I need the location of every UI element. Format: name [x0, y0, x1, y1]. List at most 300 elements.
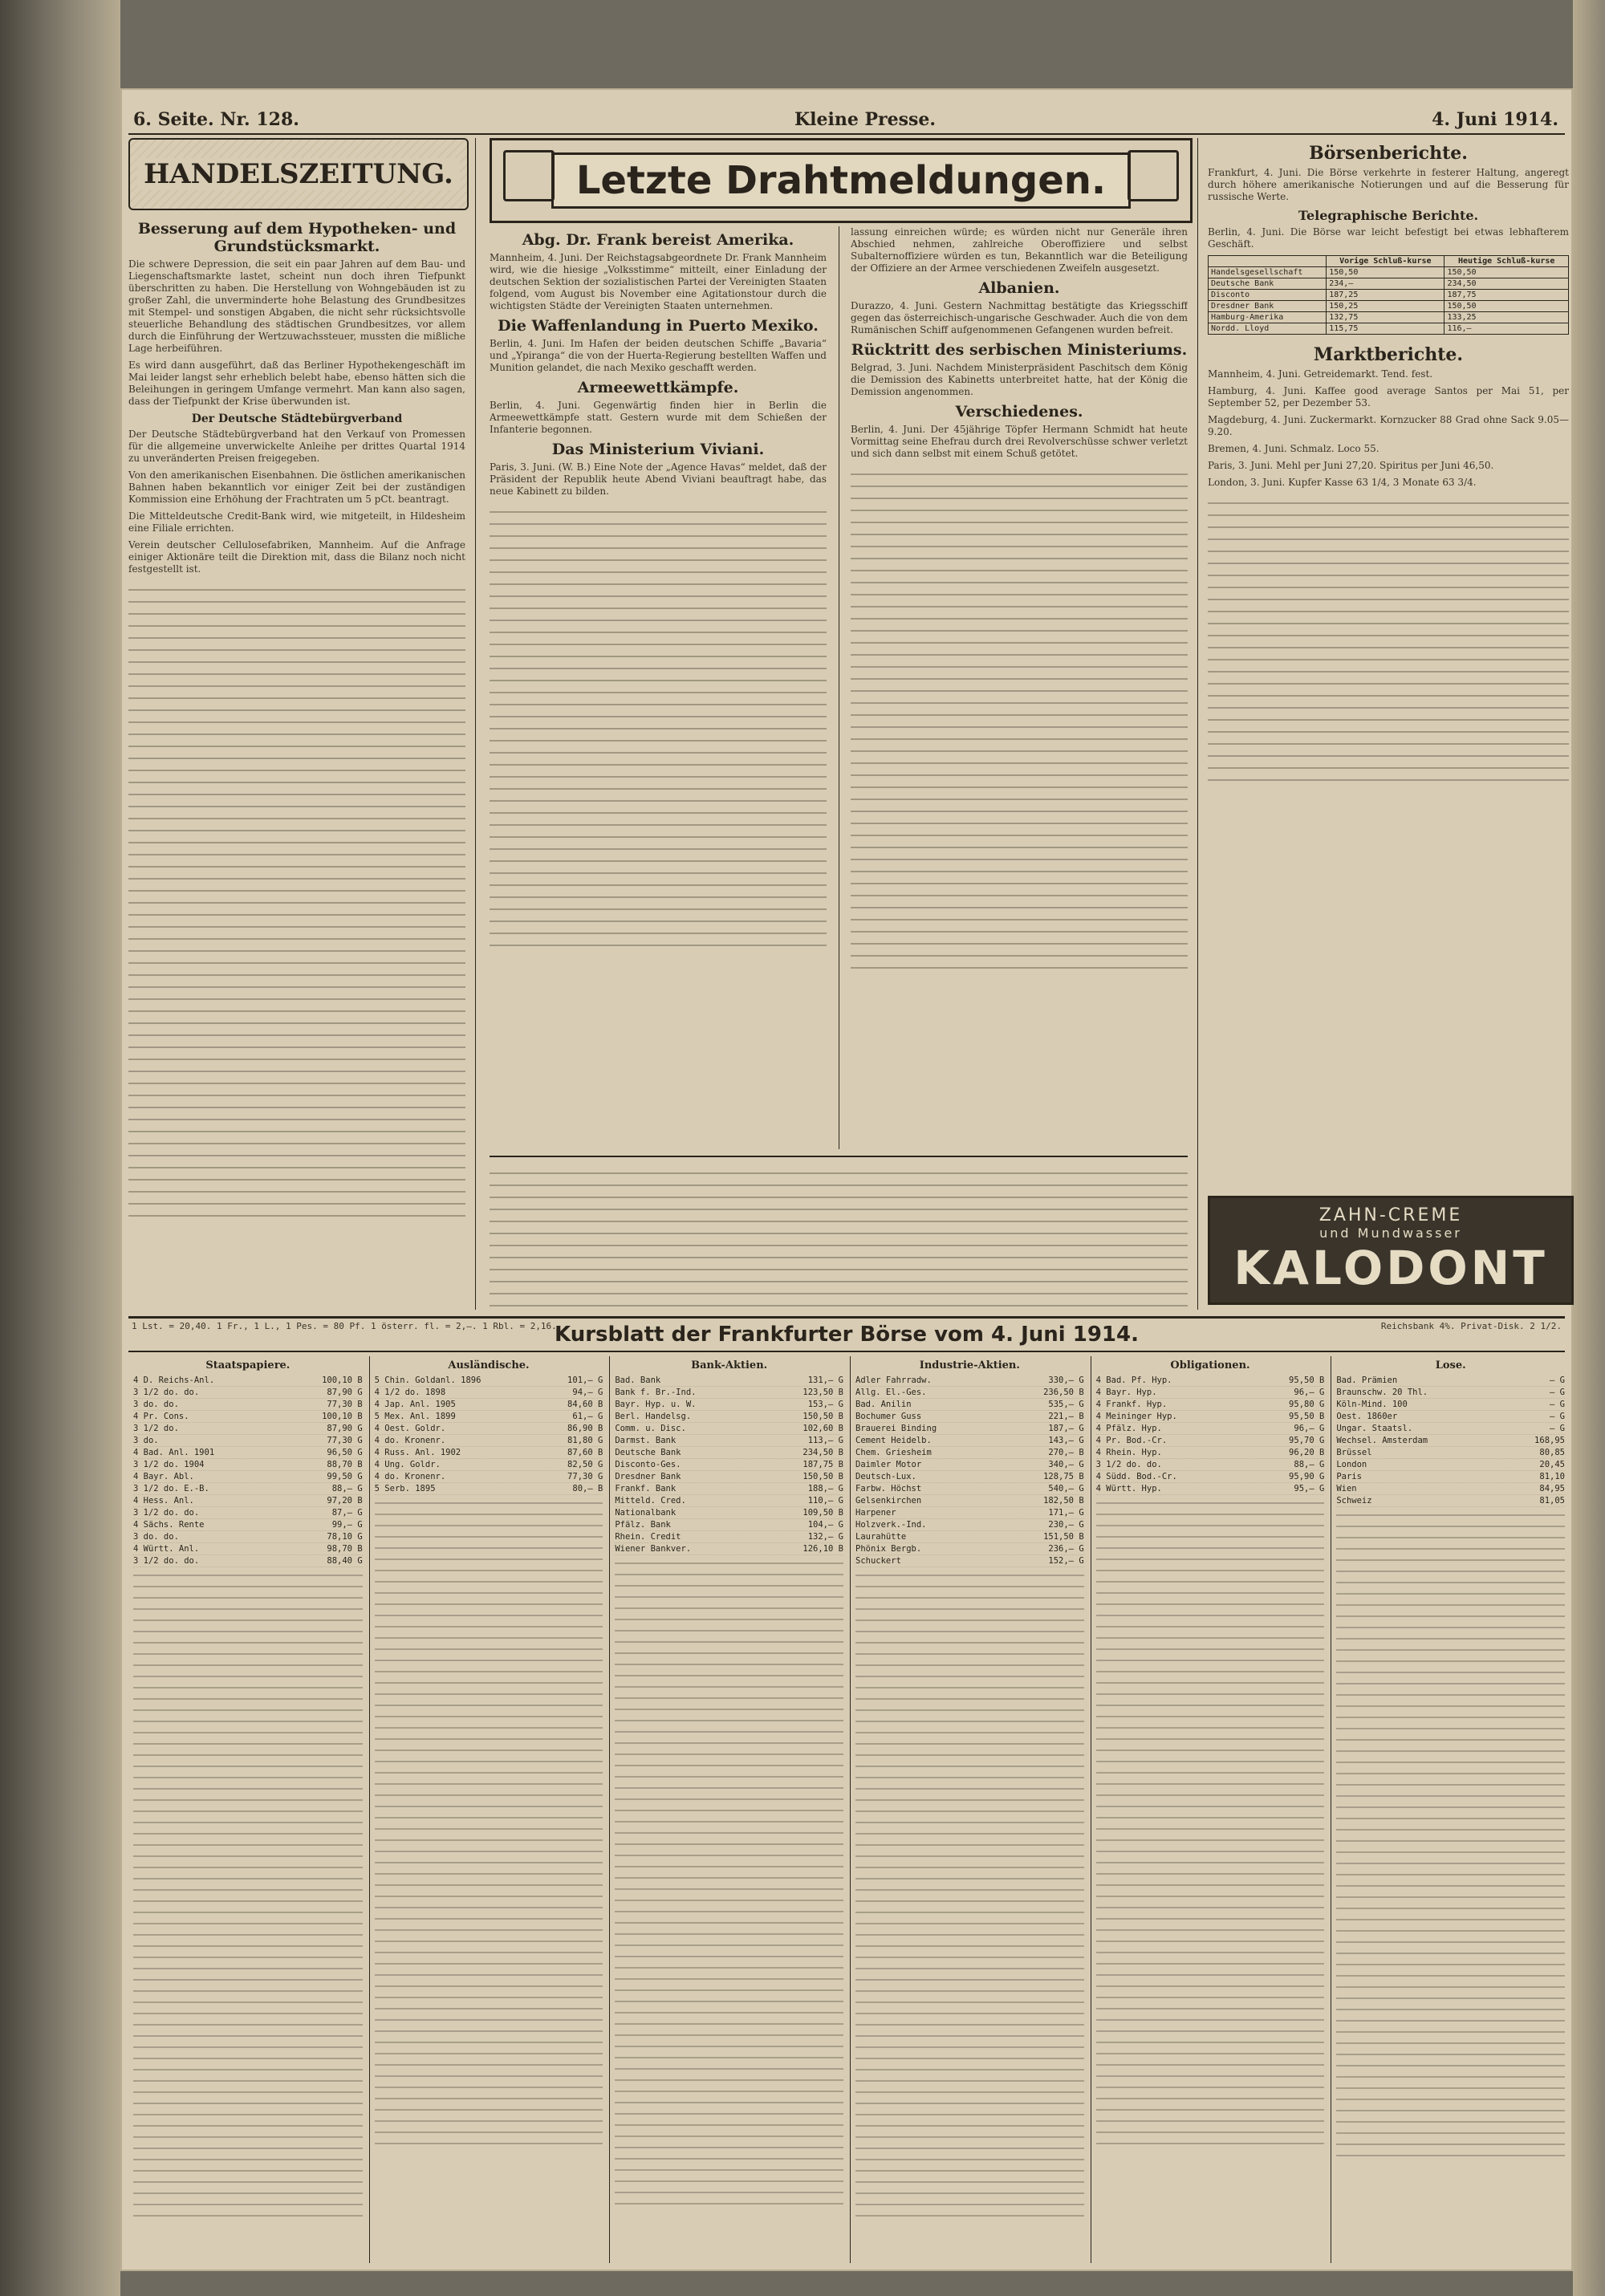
security-price: 86,90 B [567, 1424, 603, 1433]
quote-row [133, 1531, 363, 1543]
security-name: 3 do. [133, 1436, 159, 1445]
security-price: 171,— G [1048, 1508, 1084, 1518]
ornament-left-icon [503, 150, 555, 201]
quote-column-heading: Ausländische. [448, 1359, 530, 1372]
quote-row [615, 1411, 843, 1423]
table-cell: 116,— [1444, 323, 1569, 335]
security-name: 3 1/2 do. [133, 1424, 179, 1433]
quote-row [615, 1447, 843, 1459]
quote-row [133, 1447, 363, 1459]
quote-continuation [375, 1495, 603, 2153]
quote-row [1096, 1399, 1325, 1411]
security-price: 110,— G [807, 1496, 843, 1506]
security-price: 150,50 B [802, 1412, 843, 1421]
quote-row [133, 1435, 363, 1447]
section-rule [490, 1156, 1188, 1157]
security-price: 113,— G [807, 1436, 843, 1445]
ad-subtagline: und Mundwasser [1319, 1225, 1462, 1241]
security-price: 81,80 G [567, 1436, 603, 1445]
quote-column-heading: Bank-Aktien. [691, 1359, 768, 1372]
boerse-paragraph-1: Frankfurt, 4. Juni. Die Börse verkehrte in festerer Haltung, angeregt durch höhere amerikanische Notierungen und auf die Besserung für russische Werte. [1208, 167, 1569, 202]
news-continuation [490, 502, 827, 952]
security-name: Disconto-Ges. [615, 1460, 681, 1469]
note-3: Die Mitteldeutsche Credit-Bank wird, wie mitgeteilt, in Hildesheim eine Filiale errichten. [128, 510, 465, 534]
security-price: 182,50 B [1043, 1496, 1084, 1506]
quote-row [615, 1399, 843, 1411]
quote-row [375, 1411, 603, 1423]
quote-row [615, 1435, 843, 1447]
article-paragraph-1: Die schwere Depression, die seit ein paar Jahren auf dem Bau- und Liegenschaftsmarkte lastet, scheint nun doch ihren Tiefpunkt überschritten zu haben. Die Herstellung von Wohngebäuden ist zu großer Zahl, die unverminderte hohe Belastung des Grundbesitzes mit Stempel- und sonstigen Abgaben, die nicht sehr rücksichtsvolle steuerliche Behandlung des städtischen Grundbesitzes, vor allem durch die Einführung der Wertzuwachssteuer, mussten die mißliche Lage herbeiführen. [128, 258, 465, 354]
quote-row [1336, 1423, 1565, 1435]
quote-continuation [855, 1567, 1084, 2225]
security-name: 4 Pr. Bod.-Cr. [1095, 1436, 1168, 1445]
security-price: 88,70 B [327, 1460, 363, 1469]
quote-column-heading: Staatspapiere. [205, 1359, 291, 1372]
markt-paragraph-4: Bremen, 4. Juni. Schmalz. Loco 55. [1208, 443, 1379, 454]
quote-row [1336, 1459, 1565, 1471]
kursblatt-title: Kursblatt der Frankfurter Börse vom 4. Juni 1914. [128, 1316, 1565, 1352]
table-cell: Nordd. Lloyd [1209, 323, 1327, 335]
security-name: Farbw. Höchst [855, 1484, 922, 1493]
news-headline-7: Rücktritt des serbischen Ministeriums. [851, 341, 1188, 359]
security-price: 221,— B [1048, 1412, 1084, 1421]
security-price: 330,— G [1048, 1376, 1084, 1385]
security-price: 340,— G [1048, 1460, 1084, 1469]
security-price: 95,50 B [1289, 1376, 1325, 1385]
quote-row [615, 1423, 843, 1435]
security-price: 151,50 B [1043, 1532, 1084, 1542]
quote-continuation [1096, 1495, 1325, 2153]
security-name: Bank f. Br.-Ind. [615, 1388, 697, 1397]
security-price: 95,80 G [1289, 1400, 1325, 1409]
security-name: 3 1/2 do. do. [133, 1388, 200, 1397]
security-price: 102,60 B [802, 1424, 843, 1433]
quote-row [1336, 1399, 1565, 1411]
news-headline-4: Das Ministerium Viviani. [551, 441, 765, 458]
notes-headline: Der Deutsche Städtebürgverband [191, 412, 403, 425]
quote-row [855, 1375, 1084, 1387]
markt-paragraph-3: Magdeburg, 4. Juni. Zuckermarkt. Kornzucker 88 Grad ohne Sack 9.05—9.20. [1208, 414, 1569, 437]
security-price: 81,10 [1539, 1472, 1565, 1481]
markt-paragraph-6: London, 3. Juni. Kupfer Kasse 63 1/4, 3 Monate 63 3/4. [1208, 477, 1477, 488]
security-name: 5 Chin. Goldanl. 1896 [374, 1376, 482, 1385]
security-name: Darmst. Bank [615, 1436, 677, 1445]
security-name: Deutsche Bank [615, 1448, 681, 1457]
quote-row [375, 1447, 603, 1459]
security-name: 4 Württ. Hyp. [1095, 1484, 1162, 1493]
quote-column [609, 1356, 843, 2263]
security-price: 188,— G [807, 1484, 843, 1493]
table-cell: 150,50 [1444, 301, 1569, 312]
security-price: 88,— G [1294, 1460, 1325, 1469]
quote-row [855, 1519, 1084, 1531]
security-name: 4 Bayr. Hyp. [1095, 1388, 1157, 1397]
table-header [1209, 256, 1327, 267]
security-price: 81,05 [1539, 1496, 1565, 1506]
quote-row [855, 1495, 1084, 1507]
markt-paragraph-2: Hamburg, 4. Juni. Kaffee good average Santos per Mai 51, per September 52, per Dezember 53. [1208, 385, 1569, 408]
security-name: 4 Bayr. Abl. [133, 1472, 194, 1481]
security-price: 236,— G [1048, 1544, 1084, 1554]
security-price: 270,— B [1048, 1448, 1084, 1457]
table-cell: 187,75 [1444, 290, 1569, 301]
news-text-6: Durazzo, 4. Juni. Gestern Nachmittag bestätigte das Kriegsschiff gegen das österreichisch-ungarische Geschwader. Auch die von dem Rumänischen Schiff aufgenommenen Gefangenen wurden befreit. [851, 300, 1188, 335]
boersenberichte-column [1208, 138, 1569, 1189]
quote-row [133, 1507, 363, 1519]
security-name: Daimler Motor [855, 1460, 922, 1469]
table-row [1209, 301, 1569, 312]
quote-row [855, 1555, 1084, 1567]
security-name: Bayr. Hyp. u. W. [615, 1400, 697, 1409]
security-price: 234,50 B [802, 1448, 843, 1457]
note-1: Der Deutsche Städtebürgverband hat den Verkauf von Promessen für die allgemeine unverwickelte Anleihe per drittes Quartal 1914 zu unveränderten Preisen freigegeben. [128, 429, 465, 464]
security-name: Allg. El.-Ges. [855, 1388, 927, 1397]
markt-continuation [1208, 494, 1569, 782]
quote-row [855, 1411, 1084, 1423]
kalodont-advertisement [1208, 1196, 1574, 1305]
security-price: 80,— B [572, 1484, 603, 1493]
news-text-4: Paris, 3. Juni. (W. B.) Eine Note der „Agence Havas“ meldet, daß der Präsident der Republik heute Abend Viviani beauftragt habe, das neue Kabinett zu bilden. [490, 461, 827, 497]
security-price: 95,50 B [1289, 1412, 1325, 1421]
stock-table [1208, 255, 1569, 335]
table-cell: 150,50 [1444, 267, 1569, 278]
quote-row [375, 1423, 603, 1435]
security-name: Bad. Prämien [1336, 1376, 1398, 1385]
security-price: 95,90 G [1289, 1472, 1325, 1481]
quote-row [1336, 1435, 1565, 1447]
news-text-7: Belgrad, 3. Juni. Nachdem Ministerpräsident Paschitsch dem König die Demission des Kabinetts unterbreitet hatte, hat der König die Demission angenommen. [851, 362, 1188, 397]
quote-row [133, 1555, 363, 1567]
security-price: 78,10 G [327, 1532, 363, 1542]
quote-row [615, 1531, 843, 1543]
markt-paragraph-1: Mannheim, 4. Juni. Getreidemarkt. Tend. fest. [1208, 368, 1433, 380]
quote-row [375, 1387, 603, 1399]
security-price: 77,30 B [327, 1400, 363, 1409]
quote-row [855, 1543, 1084, 1555]
quote-column-heading: Obligationen. [1170, 1359, 1250, 1372]
quote-row [133, 1495, 363, 1507]
quote-row [615, 1519, 843, 1531]
security-price: 80,85 [1539, 1448, 1565, 1457]
paper-name: Kleine Presse. [794, 109, 937, 130]
security-price: 95,70 G [1289, 1436, 1325, 1445]
security-price: 77,30 G [327, 1436, 363, 1445]
table-cell: Hamburg-Amerika [1209, 312, 1327, 323]
quote-row [133, 1471, 363, 1483]
handelszeitung-header [128, 138, 469, 210]
security-name: Dresdner Bank [615, 1472, 681, 1481]
table-row [1209, 312, 1569, 323]
security-name: Schuckert [855, 1556, 901, 1566]
quote-row [1096, 1483, 1325, 1495]
security-price: 100,10 B [322, 1412, 363, 1421]
table-row [1209, 290, 1569, 301]
security-price: 84,60 B [567, 1400, 603, 1409]
quote-row [615, 1459, 843, 1471]
table-cell: Deutsche Bank [1209, 278, 1327, 290]
news-text-8: Berlin, 4. Juni. Der 45jährige Töpfer Hermann Schmidt hat heute Vormittag seine Ehefrau durch drei Revolverschüsse schwer verletzt und sich dann selbst mit einem Schuß getötet. [851, 424, 1188, 459]
security-price: 88,40 G [327, 1556, 363, 1566]
security-name: 4 Frankf. Hyp. [1095, 1400, 1168, 1409]
quote-row [1096, 1411, 1325, 1423]
security-price: 96,— G [1294, 1388, 1325, 1397]
quote-row [133, 1399, 363, 1411]
table-header: Vorige Schluß-kurse [1327, 256, 1444, 267]
security-name: 4 Rhein. Hyp. [1095, 1448, 1162, 1457]
quote-row [133, 1459, 363, 1471]
quote-row [855, 1387, 1084, 1399]
security-name: Wien [1336, 1484, 1357, 1493]
quote-row [855, 1507, 1084, 1519]
news-headline-8: Verschiedenes. [955, 403, 1083, 421]
quote-row [855, 1531, 1084, 1543]
security-price: 168,95 [1534, 1436, 1565, 1445]
security-price: 96,20 B [1289, 1448, 1325, 1457]
table-row [1209, 278, 1569, 290]
article-headline: Besserung auf dem Hypotheken- und Grundstücksmarkt. [137, 220, 457, 255]
drahtmeldungen-header [490, 138, 1193, 223]
quote-row [615, 1543, 843, 1555]
quote-column [369, 1356, 603, 2263]
quote-row [133, 1411, 363, 1423]
table-cell: 187,25 [1327, 290, 1444, 301]
security-price: 94,— G [572, 1388, 603, 1397]
security-name: 4 Pfälz. Hyp. [1095, 1424, 1162, 1433]
security-price: 150,50 B [802, 1472, 843, 1481]
security-price: 95,— G [1294, 1484, 1325, 1493]
quote-row [1096, 1387, 1325, 1399]
security-name: Harpener [855, 1508, 896, 1518]
security-price: 187,— G [1048, 1424, 1084, 1433]
security-price: 96,— G [1294, 1424, 1325, 1433]
security-price: 20,45 [1539, 1460, 1565, 1469]
security-name: Frankf. Bank [615, 1484, 677, 1493]
security-price: 97,20 B [327, 1496, 363, 1506]
security-name: 3 1/2 do. 1904 [133, 1460, 205, 1469]
quote-row [615, 1483, 843, 1495]
security-name: 3 1/2 do. do. [1095, 1460, 1162, 1469]
security-price: 109,50 B [802, 1508, 843, 1518]
quote-row [133, 1543, 363, 1555]
security-name: Berl. Handelsg. [615, 1412, 692, 1421]
table-cell: 133,25 [1444, 312, 1569, 323]
quote-row [1096, 1471, 1325, 1483]
security-price: — G [1550, 1424, 1565, 1433]
security-price: — G [1550, 1376, 1565, 1385]
quote-row [855, 1399, 1084, 1411]
kursblatt-exchange-rates: 1 Lst. = 20,40. 1 Fr., 1 L., 1 Pes. = 80 Pf. 1 österr. fl. = 2,—. 1 Rbl. = 2,16. [132, 1321, 557, 1331]
security-name: 4 do. Kronenr. [374, 1436, 446, 1445]
quote-row [615, 1495, 843, 1507]
security-name: Schweiz [1336, 1496, 1372, 1506]
security-price: 101,— G [567, 1376, 603, 1385]
news-text-5: lassung einreichen würde; es würden nicht nur Generäle ihren Abschied nehmen, zahlreiche Oberoffiziere und selbst Subalternoffiziere würden es tun, Bekanntlich war die Beteiligung der Offiziere an der Armee verschiedenen Zweifeln ausgesetzt. [851, 226, 1188, 274]
quote-row [133, 1483, 363, 1495]
quote-row [615, 1375, 843, 1387]
quote-row [375, 1435, 603, 1447]
quote-row [133, 1519, 363, 1531]
security-price: 88,— G [331, 1484, 363, 1493]
binding-gutter [0, 0, 120, 2296]
table-cell: 150,50 [1327, 267, 1444, 278]
security-price: 82,50 G [567, 1460, 603, 1469]
quote-row [1096, 1423, 1325, 1435]
table-header: Heutige Schluß-kurse [1444, 256, 1569, 267]
quote-continuation [133, 1567, 363, 2225]
security-price: 87,— G [331, 1508, 363, 1518]
security-price: 61,— G [572, 1412, 603, 1421]
quote-column-heading: Lose. [1435, 1359, 1466, 1372]
security-name: Wechsel. Amsterdam [1336, 1436, 1428, 1445]
quote-row [855, 1435, 1084, 1447]
security-price: 132,— G [807, 1532, 843, 1542]
security-price: 123,50 B [802, 1388, 843, 1397]
quote-row [1336, 1387, 1565, 1399]
security-name: 4 do. Kronenr. [374, 1472, 446, 1481]
security-price: 126,10 B [802, 1544, 843, 1554]
security-price: 98,70 B [327, 1544, 363, 1554]
note-4: Verein deutscher Cellulosefabriken, Mannheim. Auf die Anfrage einiger Aktionäre teilt die Direktion mit, dass die Bilanz noch nicht festgestellt ist. [128, 539, 465, 575]
security-price: 153,— G [807, 1400, 843, 1409]
table-cell: Disconto [1209, 290, 1327, 301]
page-number: 6. Seite. Nr. 128. [133, 109, 299, 130]
security-price: 104,— G [807, 1520, 843, 1530]
security-name: Holzverk.-Ind. [855, 1520, 927, 1530]
security-price: 99,50 G [327, 1472, 363, 1481]
quote-row [1096, 1375, 1325, 1387]
security-name: 3 1/2 do. do. [133, 1556, 200, 1566]
quote-column-heading: Industrie-Aktien. [919, 1359, 1020, 1372]
security-name: 4 Bad. Anl. 1901 [133, 1448, 215, 1457]
quote-row [133, 1375, 363, 1387]
table-cell: Handelsgesellschaft [1209, 267, 1327, 278]
security-price: — G [1550, 1400, 1565, 1409]
table-cell: Dresdner Bank [1209, 301, 1327, 312]
security-name: Wiener Bankver. [615, 1544, 692, 1554]
quote-row [1096, 1447, 1325, 1459]
security-price: 143,— G [1048, 1436, 1084, 1445]
security-name: Rhein. Credit [615, 1532, 681, 1542]
security-name: 5 Serb. 1895 [374, 1484, 436, 1493]
boersenberichte-title: Börsenberichte. [1309, 143, 1468, 164]
quote-row [855, 1423, 1084, 1435]
security-price: — G [1550, 1412, 1565, 1421]
security-name: 4 Pr. Cons. [133, 1412, 189, 1421]
news-headline-1: Abg. Dr. Frank bereist Amerika. [522, 231, 794, 249]
news-headline-6: Albanien. [978, 279, 1060, 297]
news-headline-2: Die Waffenlandung in Puerto Mexiko. [498, 317, 819, 335]
quote-row [1336, 1375, 1565, 1387]
masthead [128, 104, 1565, 135]
security-price: 535,— G [1048, 1400, 1084, 1409]
quote-row [1336, 1447, 1565, 1459]
security-name: Braunschw. 20 Thl. [1336, 1388, 1428, 1397]
security-price: 187,75 B [802, 1460, 843, 1469]
kursblatt-bank-rate: Reichsbank 4%. Privat-Disk. 2 1/2. [1380, 1321, 1562, 1331]
drahtmeldungen-column-2 [851, 226, 1188, 1149]
security-name: Bad. Anilin [855, 1400, 912, 1409]
security-name: 3 1/2 do. do. [133, 1508, 200, 1518]
security-price: 87,90 G [327, 1388, 363, 1397]
quote-row [1096, 1459, 1325, 1471]
column-rule [1197, 138, 1198, 1310]
table-cell: 234,— [1327, 278, 1444, 290]
quote-row [375, 1471, 603, 1483]
ornament-right-icon [1128, 150, 1179, 201]
drahtmeldungen-column-1 [490, 226, 827, 1149]
quote-row [615, 1507, 843, 1519]
security-name: Cement Heidelb. [855, 1436, 932, 1445]
news-text-1: Mannheim, 4. Juni. Der Reichstagsabgeordnete Dr. Frank Mannheim wird, wie die hiesige „Volksstimme“ mitteilt, einer Einladung der deutschen Sektion der sozialistischen Partei der Vereinigten Staaten folgend, vom August bis November eine Agitationstour durch die wichtigsten Städte der Vereinigten Staaten unternehmen. [490, 252, 827, 311]
newspaper-page [120, 88, 1573, 2271]
quote-continuation [615, 1555, 843, 2213]
quote-column [1091, 1356, 1325, 2263]
note-2: Von den amerikanischen Eisenbahnen. Die östlichen amerikanischen Bahnen haben bekanntlich vor einiger Zeit bei der zuständigen Kommission eine Erhöhung der Frachtraten um 5 pCt. beantragt. [128, 469, 465, 505]
quote-row [375, 1459, 603, 1471]
table-row [1209, 323, 1569, 335]
security-name: 4 1/2 do. 1898 [374, 1388, 446, 1397]
quote-column [850, 1356, 1084, 2263]
security-name: 4 Südd. Bod.-Cr. [1095, 1472, 1177, 1481]
security-name: Brüssel [1336, 1448, 1372, 1457]
marktberichte-title: Marktberichte. [1313, 344, 1464, 365]
security-name: Adler Fahrradw. [855, 1376, 932, 1385]
table-cell: 132,75 [1327, 312, 1444, 323]
security-name: 4 Meininger Hyp. [1095, 1412, 1177, 1421]
quote-row [375, 1375, 603, 1387]
security-name: 5 Mex. Anl. 1899 [374, 1412, 456, 1421]
security-name: 4 Russ. Anl. 1902 [374, 1448, 461, 1457]
security-name: Laurahütte [855, 1532, 907, 1542]
security-price: 84,95 [1539, 1484, 1565, 1493]
column-rule [475, 138, 476, 1310]
quote-row [375, 1399, 603, 1411]
quote-row [1336, 1411, 1565, 1423]
security-name: Pfälz. Bank [615, 1520, 671, 1530]
news-text-3: Berlin, 4. Juni. Gegenwärtig finden hier in Berlin die Armeewettkämpfe statt. Gestern wurde mit dem Schießen der Infanterie begonnen. [490, 400, 827, 435]
security-price: — G [1550, 1388, 1565, 1397]
security-name: 4 Jap. Anl. 1905 [374, 1400, 456, 1409]
quote-row [1336, 1495, 1565, 1507]
markt-paragraph-5: Paris, 3. Juni. Mehl per Juni 27,20. Spiritus per Juni 46,50. [1208, 460, 1494, 471]
security-name: Deutsch-Lux. [855, 1472, 916, 1481]
quote-row [133, 1423, 363, 1435]
security-name: 3 do. do. [133, 1400, 179, 1409]
handelszeitung-title: HANDELSZEITUNG. [137, 158, 460, 190]
telegraphic-title: Telegraphische Berichte. [1298, 208, 1479, 223]
handelszeitung-column [128, 215, 465, 1306]
security-name: 4 Württ. Anl. [133, 1544, 200, 1554]
security-name: 4 Hess. Anl. [133, 1496, 194, 1506]
quote-row [1336, 1483, 1565, 1495]
security-name: Brauerei Binding [855, 1424, 937, 1433]
security-price: 131,— G [807, 1376, 843, 1385]
quote-row [1096, 1435, 1325, 1447]
article-continuation [128, 580, 465, 1222]
security-price: 96,50 G [327, 1448, 363, 1457]
quote-column [128, 1356, 363, 2263]
quote-column [1331, 1356, 1565, 2263]
security-price: 87,60 B [567, 1448, 603, 1457]
drahtmeldungen-title: Letzte Drahtmeldungen. [551, 152, 1131, 209]
security-price: 128,75 B [1043, 1472, 1084, 1481]
quote-row [133, 1387, 363, 1399]
security-name: Nationalbank [615, 1508, 677, 1518]
security-price: 230,— G [1048, 1520, 1084, 1530]
security-name: London [1336, 1460, 1367, 1469]
quote-row [615, 1387, 843, 1399]
quote-row [855, 1471, 1084, 1483]
